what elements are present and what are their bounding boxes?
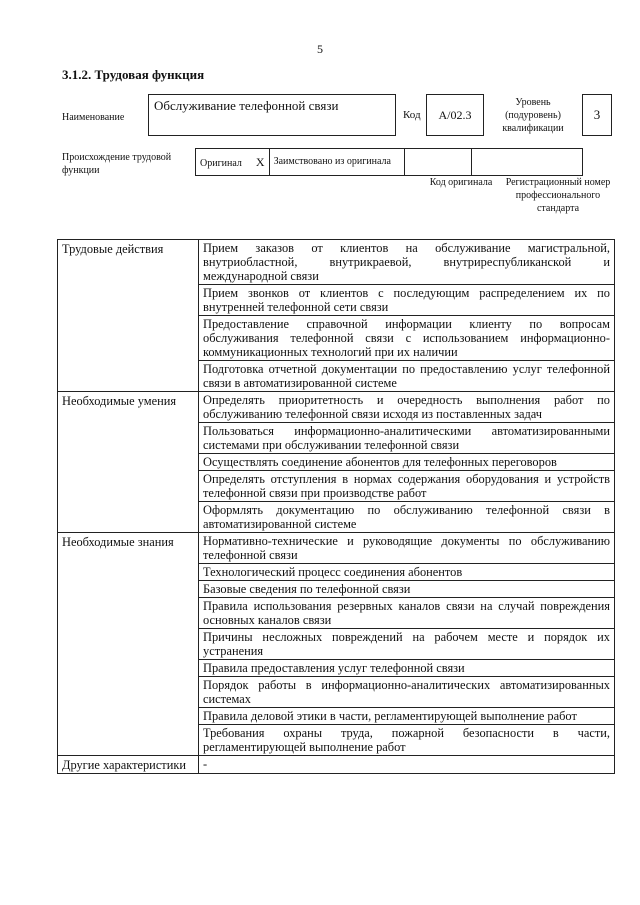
- item-cell: Причины несложных повреждений на рабочем месте и порядок их устранения: [199, 629, 615, 660]
- origin-label: Происхождение трудовой функции: [62, 152, 172, 176]
- item-cell: Технологический процесс соединения абонентов: [199, 564, 615, 581]
- registration-number-label: Регистрационный номер профессионального стандарта: [505, 177, 611, 214]
- function-code-field: А/02.3: [426, 94, 484, 136]
- competency-table: [57, 239, 615, 774]
- item-cell: Пользоваться информационно-аналитическими автоматизированными системами при обслуживании телефонной связи: [199, 423, 615, 454]
- item-cell: Порядок работы в информационно-аналитических автоматизированных системах: [199, 677, 615, 708]
- item-cell: Требования охраны труда, пожарной безопасности в части, регламентирующей выполнение работ: [199, 725, 615, 756]
- item-cell: Базовые сведения по телефонной связи: [199, 581, 615, 598]
- qualification-level-label: Уровень (подуровень) квалификации: [502, 97, 564, 134]
- item-cell: Правила деловой этики в части, регламентирующей выполнение работ: [199, 708, 615, 725]
- page-number: 5: [317, 42, 323, 56]
- item-cell: Определять отступления в нормах содержания оборудования и устройств телефонной связи при производстве работ: [199, 471, 615, 502]
- code-original-cell: [404, 149, 471, 176]
- table-row: [58, 756, 615, 774]
- registration-number-cell: [471, 149, 582, 176]
- table-row: [58, 240, 615, 285]
- origin-table: [195, 148, 583, 176]
- category-cell: Необходимые знания: [58, 533, 199, 756]
- qualification-level-field: 3: [582, 94, 612, 136]
- item-cell: -: [199, 756, 615, 774]
- item-cell: Правила предоставления услуг телефонной связи: [199, 660, 615, 677]
- table-row: [58, 392, 615, 423]
- borrowed-cell: Заимствовано из оригинала: [269, 149, 404, 176]
- name-label: Наименование: [62, 112, 125, 123]
- item-cell: Прием звонков от клиентов с последующим распределением их по внутренней телефонной сети связи: [199, 285, 615, 316]
- category-cell: Необходимые умения: [58, 392, 199, 533]
- item-cell: Подготовка отчетной документации по предоставлению услуг телефонной связи в автоматизированной системе: [199, 361, 615, 392]
- section-title: 3.1.2. Трудовая функция: [62, 67, 205, 82]
- item-cell: Предоставление справочной информации клиенту по вопросам обслуживания телефонной связи с использованием информационно-коммуникационных технологий при их наличии: [199, 316, 615, 361]
- table-row: [58, 533, 615, 564]
- item-cell: Правила использования резервных каналов связи на случай повреждения основных каналов связи: [199, 598, 615, 629]
- original-cell: [196, 149, 270, 176]
- category-cell: Трудовые действия: [58, 240, 199, 392]
- item-cell: Определять приоритетность и очередность выполнения работ по обслуживанию телефонной связи исходя из поставленных задач: [199, 392, 615, 423]
- item-cell: Нормативно-технические и руководящие документы по обслуживанию телефонной связи: [199, 533, 615, 564]
- original-mark: X: [255, 154, 265, 169]
- item-cell: Оформлять документацию по обслуживанию телефонной связи в автоматизированной системе: [199, 502, 615, 533]
- code-original-label: Код оригинала: [429, 177, 493, 188]
- function-name-field: Обслуживание телефонной связи: [148, 94, 396, 136]
- category-cell: Другие характеристики: [58, 756, 199, 774]
- item-cell: Прием заказов от клиентов на обслуживание магистральной, внутриобластной, внутрикраевой, внутриреспубликанской и международной связи: [199, 240, 615, 285]
- original-label: Оригинал: [200, 157, 242, 169]
- code-label: Код: [403, 109, 421, 121]
- item-cell: Осуществлять соединение абонентов для телефонных переговоров: [199, 454, 615, 471]
